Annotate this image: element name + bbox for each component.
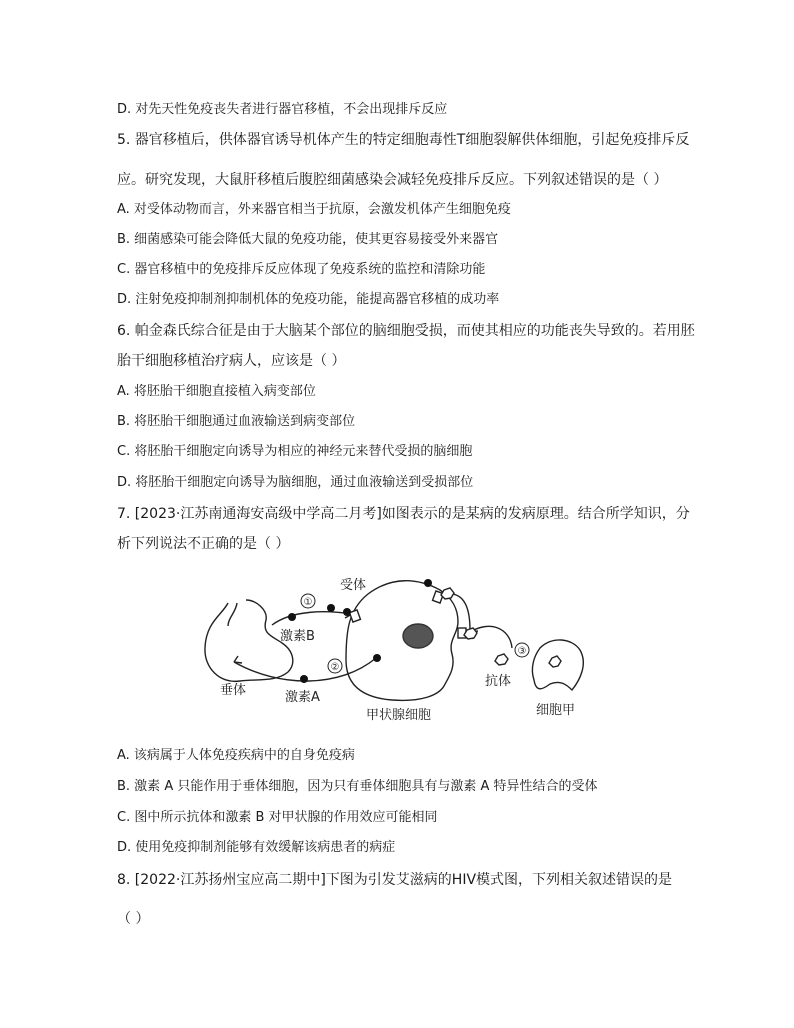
text-line-5: B. 细菌感染可能会降低大鼠的免疫功能，使其更容易接受外来器官 [117, 232, 499, 247]
text-line-17: B. 激素 A 只能作用于垂体细胞，因为只有垂体细胞具有与激素 A 特异性结合的受体 [117, 779, 598, 794]
text-line-7: D. 注射免疫抑制剂抑制机体的免疫功能，能提高器官移植的成功率 [117, 292, 500, 307]
step-2-label: ② [330, 662, 340, 673]
label-cell-jia: 细胞甲 [536, 703, 576, 718]
text-line-4: A. 对受体动物而言，外来器官相当于抗原，会激发机体产生细胞免疫 [117, 202, 511, 217]
text-line-2: 5. 器官移植后，供体器官诱导机体产生的特定细胞毒性T细胞裂解供体细胞，引起免疫排斥反 [117, 132, 690, 148]
label-antibody: 抗体 [485, 674, 512, 689]
text-line-11: B. 将胚胎干细胞通过血液输送到病变部位 [117, 414, 356, 429]
receptor-top [350, 610, 361, 622]
label-hormone-b: 激素B [280, 629, 315, 644]
text-line-10: A. 将胚胎干细胞直接植入病变部位 [117, 384, 316, 399]
text-line-21: （ ） [117, 911, 150, 927]
hormone-dot-top [424, 579, 432, 587]
text-line-13: D. 将胚胎干细胞定向诱导为脑细胞，通过血液输送到受损部位 [117, 475, 474, 490]
text-line-18: C. 图中所示抗体和激素 B 对甲状腺的作用效应可能相同 [117, 810, 438, 825]
hormone-b-dot-2 [327, 604, 335, 612]
receptor-link-curve [438, 593, 470, 630]
text-line-16: A. 该病属于人体免疫疾病中的自身免疫病 [117, 748, 355, 763]
text-line-8: 6. 帕金森氏综合征是由于大脑某个部位的脑细胞受损，而使其相应的功能丧失导致的。若用胚 [117, 323, 695, 339]
text-line-15: 析下列说法不正确的是（ ） [117, 536, 290, 552]
label-pituitary: 垂体 [220, 683, 247, 698]
hormone-b-dot-1 [288, 613, 296, 621]
arrow-hormone-b [272, 612, 352, 625]
text-line-19: D. 使用免疫抑制剂能够有效缓解该病患者的病症 [117, 840, 396, 855]
antibody-free [495, 654, 508, 665]
antibody-upper [441, 588, 454, 599]
text-line-9: 胎干细胞移植治疗病人，应该是（ ） [117, 353, 346, 369]
text-line-6: C. 器官移植中的免疫排斥反应体现了免疫系统的监控和清除功能 [117, 262, 486, 277]
text-line-20: 8. [2022·江苏扬州宝应高二期中]下图为引发艾滋病的HIV模式图，下列相关叙述错误的是 [117, 872, 673, 888]
hormone-a-dot-1 [373, 654, 381, 662]
hormone-b-dot-3 [343, 608, 351, 616]
label-thyroid: 甲状腺细胞 [366, 708, 432, 723]
text-line-14: 7. [2023·江苏南通海安高级中学高二月考]如图表示的是某病的发病原理。结合所学知识，分 [117, 506, 690, 522]
text-line-1: D. 对先天性免疫丧失者进行器官移植，不会出现排斥反应 [117, 102, 448, 117]
antibody-in-cell [549, 656, 561, 667]
label-hormone-a: 激素A [285, 690, 320, 705]
hormone-a-dot-2 [300, 675, 308, 683]
thyroid-nucleus [403, 624, 433, 648]
step-3-label: ③ [517, 646, 527, 657]
text-line-12: C. 将胚胎干细胞定向诱导为相应的神经元来替代受损的脑细胞 [117, 444, 473, 459]
step-1-label: ① [303, 597, 313, 608]
text-line-3: 应。研究发现，大鼠肝移植后腹腔细菌感染会减轻免疫排斥反应。下列叙述错误的是（ ） [117, 172, 668, 188]
label-receptor: 受体 [340, 578, 367, 593]
pituitary-stem [228, 603, 237, 626]
arrow-antibody [470, 626, 512, 648]
